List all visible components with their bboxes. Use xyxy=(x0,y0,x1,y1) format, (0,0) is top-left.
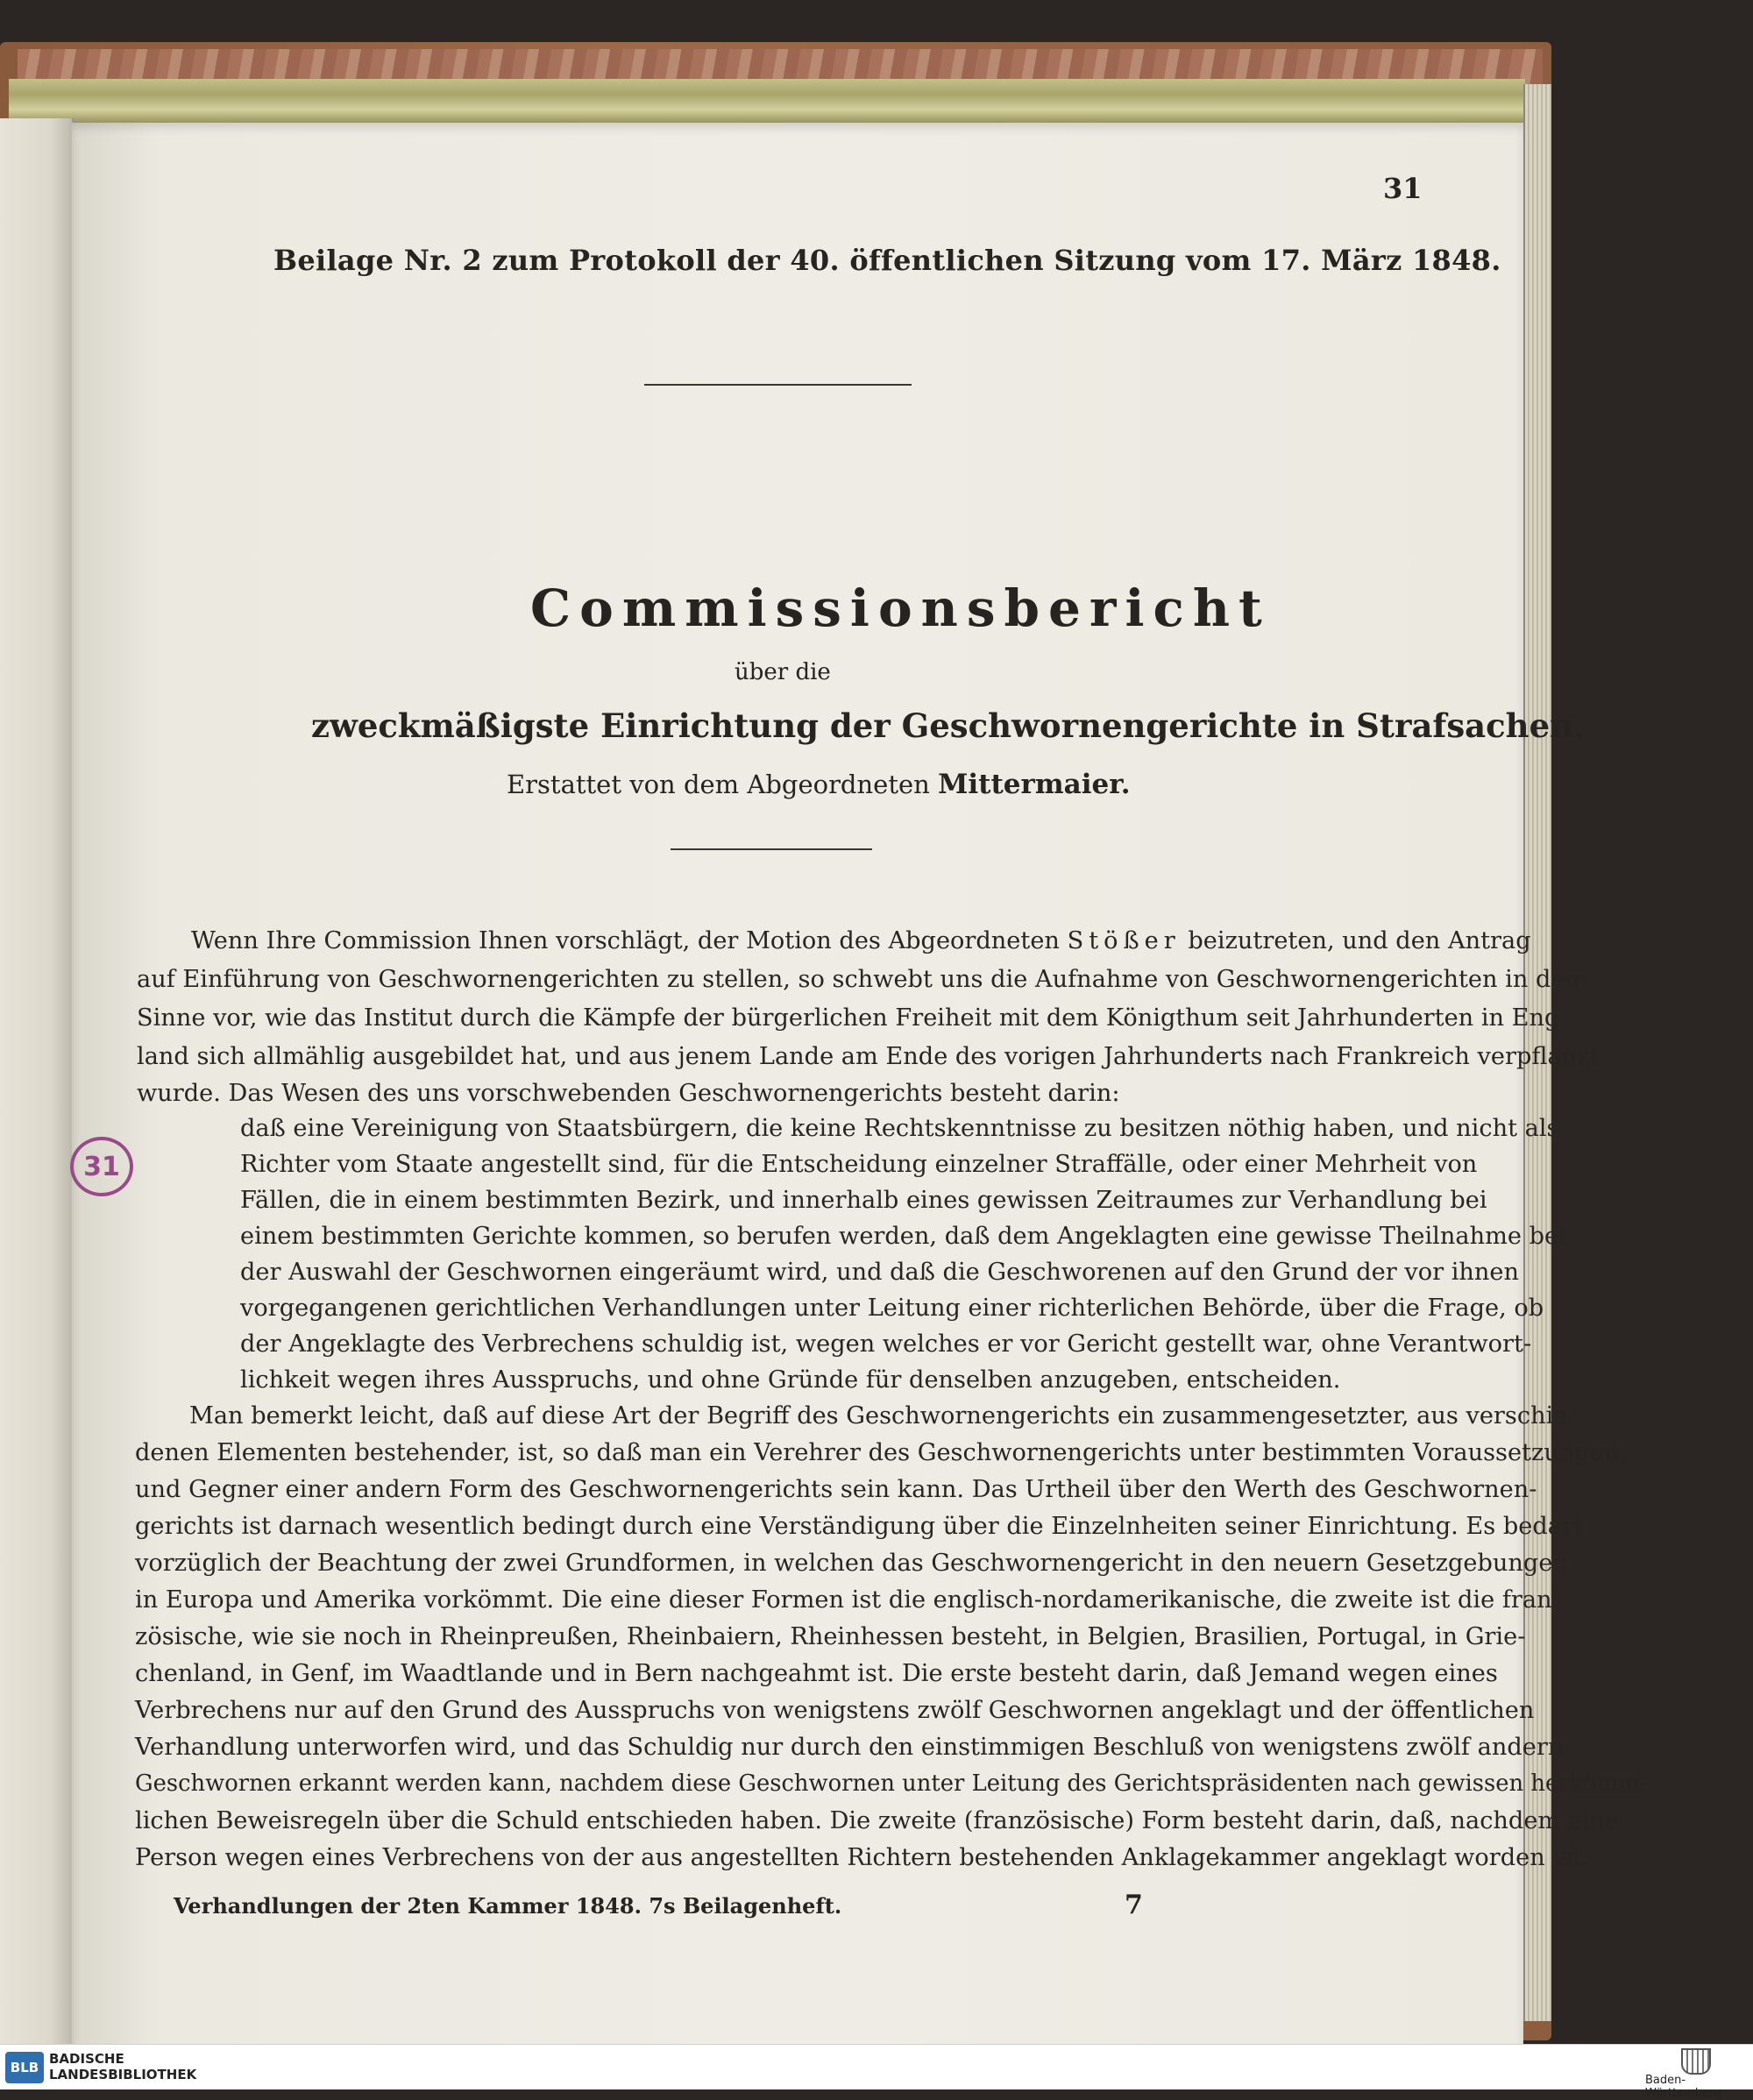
text-line: Geschwornen erkannt werden kann, nachdem diese Geschwornen unter Leitung des Gerichtspräsidenten nach gewissen herkömm- xyxy=(135,1770,1648,1797)
text-line: chenland, in Genf, im Waadtlande und in Bern nachgeahmt ist. Die erste besteht darin, daß Jemand wegen eines xyxy=(135,1660,1498,1687)
header-line: Beilage Nr. 2 zum Protokoll der 40. öffentlichen Sitzung vom 17. März 1848. xyxy=(273,244,1501,277)
library-stamp: 31 xyxy=(70,1137,133,1196)
text-line: denen Elementen bestehender, ist, so daß man ein Verehrer des Geschwornengerichts unter bestimmten Voraussetzungen, xyxy=(135,1439,1628,1466)
blb-logo-icon[interactable]: BLB xyxy=(5,2052,44,2083)
reported-by xyxy=(507,769,1131,800)
text-line: Verhandlung unterworfen wird, und das Schuldig nur durch den einstimmigen Beschluß von wenigstens zwölf andern xyxy=(135,1734,1564,1761)
reporter-name: Mittermaier. xyxy=(938,769,1131,800)
definition-line: daß eine Vereinigung von Staatsbürgern, die keine Rechtskenntnisse zu besitzen nöthig haben, und nicht als xyxy=(240,1115,1559,1142)
document-title: Commissionsbericht xyxy=(530,578,1271,638)
text-line: Person wegen eines Verbrechens von der aus angestellten Richtern bestehenden Anklagekammer angeklagt worden ist, xyxy=(135,1844,1590,1871)
state-name: Baden-Württemberg xyxy=(1645,2074,1721,2100)
left-page-edge xyxy=(0,118,75,2064)
text-line: Man bemerkt leicht, daß auf diese Art der Begriff des Geschwornengerichts ein zusammengesetzter, aus verschie- xyxy=(189,1402,1576,1430)
title-rule xyxy=(671,848,872,850)
header-rule xyxy=(644,384,912,386)
text-line: gerichts ist darnach wesentlich bedingt durch eine Verständigung über die Einzelnheiten seiner Einrichtung. Es bedarf xyxy=(135,1513,1583,1540)
text-line: zösische, wie sie noch in Rheinpreußen, Rheinbaiern, Rheinhessen besteht, in Belgien, Brasilien, Portugal, in Grie- xyxy=(135,1623,1526,1650)
definition-line: einem bestimmten Gerichte kommen, so berufen werden, daß dem Angeklagten eine gewisse Theilnahme bei xyxy=(240,1223,1566,1250)
text-line: und Gegner einer andern Form des Geschwornengerichts sein kann. Das Urtheil über den Werth des Geschwornen- xyxy=(135,1476,1537,1503)
footer-publication: Verhandlungen der 2ten Kammer 1848. 7s Beilagenheft. xyxy=(174,1893,842,1919)
definition-line: der Angeklagte des Verbrechens schuldig ist, wegen welches er vor Gericht gestellt war, ohne Verantwort- xyxy=(240,1330,1532,1358)
text-line: Wenn Ihre Commission Ihnen vorschlägt, der Motion des Abgeordneten Stößer beizutreten, und den Antrag xyxy=(191,927,1531,954)
text-line: vorzüglich der Beachtung der zwei Grundformen, in welchen das Geschwornengericht in den neuern Gesetzgebungen xyxy=(135,1550,1568,1577)
spaced-name: Stößer xyxy=(1067,927,1181,954)
text-line: in Europa und Amerika vorkömmt. Die eine dieser Formen ist die englisch-nordamerikanische, die zweite ist die fran- xyxy=(135,1586,1560,1614)
text-line: land sich allmählig ausgebildet hat, und aus jenem Lande am Ende des vorigen Jahrhunderts nach Frankreich verpflanzt xyxy=(137,1043,1600,1070)
definition-line: der Auswahl der Geschwornen eingeräumt wird, und daß die Geschworenen auf den Grund der vor ihnen xyxy=(240,1259,1520,1286)
title-connector: über die xyxy=(735,659,831,685)
reported-by-label: Erstattet von dem Abgeordneten xyxy=(507,770,930,799)
library-name: BADISCHE LANDESBIBLIOTHEK xyxy=(49,2051,197,2082)
text-line: Sinne vor, wie das Institut durch die Kämpfe der bürgerlichen Freiheit mit dem Königthum seit Jahrhunderten in Eng- xyxy=(137,1004,1568,1032)
coat-of-arms-icon xyxy=(1681,2048,1711,2075)
definition-line: vorgegangenen gerichtlichen Verhandlungen unter Leitung einer richterlichen Behörde, über die Frage, ob xyxy=(240,1295,1544,1322)
definition-line: lichkeit wegen ihres Ausspruchs, und ohne Gründe für denselben anzugeben, entscheiden. xyxy=(240,1366,1341,1394)
text-line: auf Einführung von Geschwornengerichten zu stellen, so schwebt uns die Aufnahme von Geschwornengerichten in dem xyxy=(137,966,1588,993)
definition-line: Fällen, die in einem bestimmten Bezirk, und innerhalb eines gewissen Zeitraumes zur Verhandlung bei xyxy=(240,1187,1487,1214)
page-number: 31 xyxy=(1383,172,1423,205)
text-line: lichen Beweisregeln über die Schuld entschieden haben. Die zweite (französische) Form besteht darin, daß, nachdem eine xyxy=(135,1807,1620,1834)
footer-signature-number: 7 xyxy=(1125,1890,1143,1920)
definition-line: Richter vom Staate angestellt sind, für die Entscheidung einzelner Straffälle, oder einer Mehrheit von xyxy=(240,1151,1478,1178)
text-line: wurde. Das Wesen des uns vorschwebenden Geschwornengerichts besteht darin: xyxy=(137,1080,1120,1107)
document-subtitle: zweckmäßigste Einrichtung der Geschwornengerichte in Strafsachen. xyxy=(311,706,1585,745)
viewer-bottom-bar xyxy=(0,2044,1753,2100)
text-line: Verbrechens nur auf den Grund des Ausspruchs von wenigstens zwölf Geschwornen angeklagt und der öffentlichen xyxy=(135,1697,1535,1724)
